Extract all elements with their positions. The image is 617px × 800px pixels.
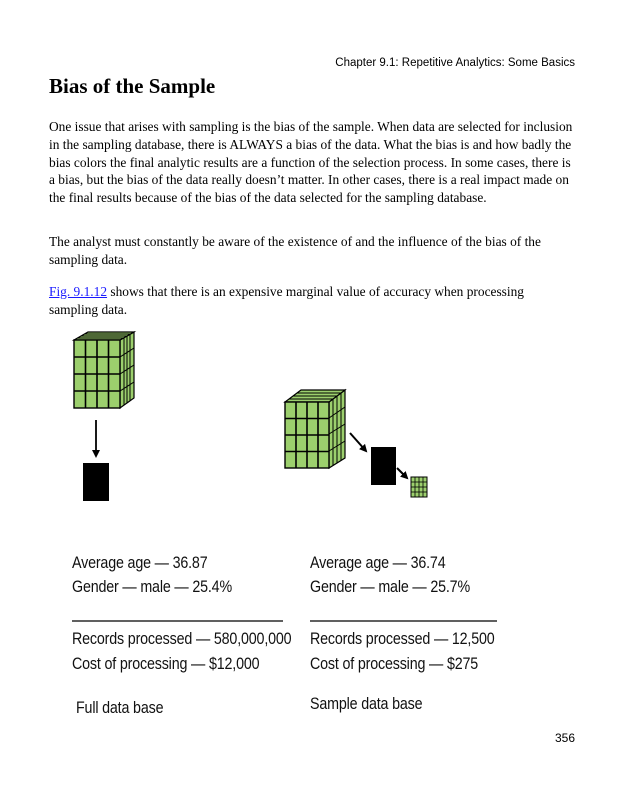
page-number: 356 bbox=[554, 731, 575, 745]
full-gender: Gender — male — 25.4% bbox=[72, 577, 232, 596]
sample-processing-block bbox=[371, 447, 396, 485]
paragraph-2: The analyst must constantly be aware of the existence of and the influence of the bias of the sampling data. bbox=[49, 234, 541, 267]
running-head: Chapter 9.1: Repetitive Analytics: Some Basics bbox=[335, 57, 575, 69]
sample-gender: Gender — male — 25.7% bbox=[310, 577, 470, 596]
section-title: Bias of the Sample bbox=[49, 74, 216, 98]
sampled-subset-cube bbox=[411, 477, 427, 497]
paragraph-3-text: shows that there is an expensive marginal value of accuracy when processing sampling data. bbox=[49, 284, 525, 317]
sample-average-age: Average age — 36.74 bbox=[310, 553, 446, 572]
paragraph-3 bbox=[49, 283, 574, 319]
sample-database-cube bbox=[285, 390, 345, 468]
sample-cost: Cost of processing — $275 bbox=[310, 654, 479, 673]
full-average-age: Average age — 36.87 bbox=[72, 553, 208, 572]
sample-records-processed: Records processed — 12,500 bbox=[310, 629, 495, 648]
sample-caption: Sample data base bbox=[310, 694, 423, 713]
full-database-cube bbox=[74, 332, 134, 408]
paragraph-1: One issue that arises with sampling is the bias of the sample. When data are selected for inclusion in the sampling database, there is ALWAYS a bias of the data. What the bias is and how badly the bias colors the final analytic results are a function of the selection process. In some cases, there is a bias, but the bias of the data really doesn’t matter. In other cases, there is a real impact made on the final results because of the bias of the data selected for the sampling database. bbox=[49, 119, 573, 206]
full-cost: Cost of processing — $12,000 bbox=[72, 654, 260, 673]
sample-arrow-2 bbox=[397, 468, 407, 478]
full-caption: Full data base bbox=[76, 698, 164, 717]
full-records-processed: Records processed — 580,000,000 bbox=[72, 629, 292, 648]
full-processing-block bbox=[83, 463, 109, 501]
sample-arrow-1 bbox=[350, 433, 366, 451]
figure-link[interactable]: Fig. 9.1.12 bbox=[49, 284, 108, 299]
